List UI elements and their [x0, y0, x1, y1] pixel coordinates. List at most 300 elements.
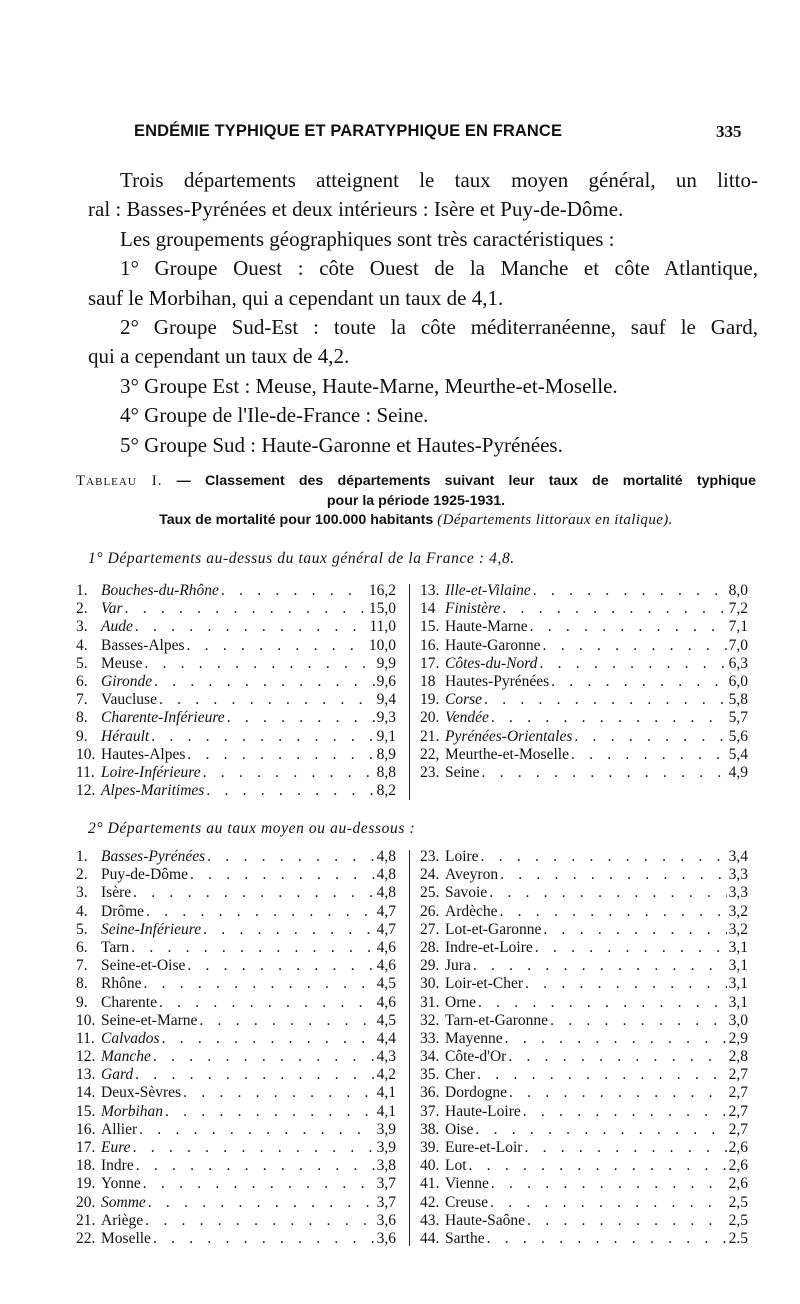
rank-number: 42.: [420, 1193, 440, 1211]
table-row: [420, 1103, 748, 1121]
table-row: [420, 1066, 748, 1084]
leader-dots: [521, 1103, 727, 1121]
rank-number: 27.: [420, 920, 440, 938]
table-section-1: [76, 582, 748, 802]
running-title: ENDÉMIE TYPHIQUE ET PARATYPHIQUE EN FRANCE: [134, 122, 563, 140]
table-2-left-column: [76, 848, 396, 1248]
table-row: [420, 994, 748, 1012]
group-3: 3° Groupe Est : Meuse, Haute-Marne, Meurthe-et-Moselle.: [120, 373, 618, 398]
department-name: Bouches-du-Rhône: [101, 582, 219, 599]
table-row: [76, 709, 396, 727]
department-name: Gard: [101, 1066, 134, 1084]
rank-number: 19.: [420, 691, 440, 709]
rank-number: 20.: [76, 1193, 96, 1211]
leader-dots: [143, 1212, 374, 1230]
department-name: Vienne: [445, 1175, 489, 1193]
mortality-rate: 11,0: [369, 618, 396, 636]
rank-number: 16.: [76, 1120, 96, 1138]
mortality-rate: 9,1: [376, 727, 396, 745]
mortality-rate: 2,5: [728, 1193, 748, 1211]
table-row: [420, 884, 748, 902]
department-name: Pyrénées-Orientales: [445, 727, 573, 745]
table-row: [76, 1157, 396, 1175]
table-row: [420, 746, 748, 764]
department-name: Deux-Sèvres: [101, 1084, 182, 1102]
table-row: [420, 1048, 748, 1066]
mortality-rate: 7,1: [728, 618, 748, 636]
department-name: Rhône: [101, 975, 142, 993]
table-row: [420, 1212, 748, 1230]
mortality-rate: 3,7: [376, 1175, 396, 1193]
leader-dots: [479, 764, 726, 782]
rank-number: 31.: [420, 993, 440, 1011]
mortality-rate: 6,0: [728, 672, 748, 690]
rank-number: 26.: [420, 902, 440, 920]
table-row: [76, 582, 396, 600]
rank-number: 21.: [420, 727, 440, 745]
leader-dots: [487, 884, 726, 902]
leader-dots: [142, 655, 374, 673]
table-row: [420, 903, 748, 921]
department-name: Loire-Inférieure: [101, 763, 201, 781]
leader-dots: [498, 866, 727, 884]
table-row: [420, 1175, 748, 1193]
department-name: Var: [101, 600, 123, 618]
mortality-rate: 2,9: [728, 1029, 748, 1047]
mortality-rate: 2,6: [728, 1139, 748, 1156]
table-row: [420, 1121, 748, 1139]
intro-paragraph-1-line-2: ral : Basses-Pyrénées et deux intérieurs : Isère et Puy-de-Dôme.: [88, 197, 624, 222]
table-row: [420, 728, 748, 746]
rank-number: 40.: [420, 1157, 440, 1175]
department-name: Corse: [445, 691, 483, 709]
table-row: [76, 728, 396, 746]
leader-dots: [129, 939, 374, 957]
mortality-rate: 8,8: [376, 763, 396, 781]
table-label: Tableau I.: [76, 473, 163, 489]
table-row: [420, 866, 748, 884]
leader-dots: [185, 957, 374, 975]
mortality-rate: 8,2: [376, 782, 396, 800]
leader-dots: [467, 1157, 727, 1175]
leader-dots: [160, 1030, 375, 1048]
caption-note: (Départements littoraux en italique).: [437, 512, 673, 528]
mortality-rate: 3,1: [728, 975, 748, 993]
department-name: Yonne: [101, 1175, 141, 1193]
department-name: Moselle: [101, 1229, 151, 1247]
rank-number: 11.: [76, 1029, 95, 1047]
table-row: [420, 1012, 748, 1030]
section-1-heading: 1° Départements au-dessus du taux général de la France : 4,8.: [88, 550, 515, 567]
department-name: Allier: [101, 1120, 138, 1138]
mortality-rate: 3,3: [728, 884, 748, 902]
rank-number: 14.: [76, 1084, 96, 1102]
leader-dots: [152, 673, 375, 691]
leader-dots: [471, 957, 727, 975]
department-name: Oise: [445, 1120, 474, 1138]
table-row: [76, 655, 396, 673]
mortality-rate: 16,2: [368, 582, 396, 599]
rank-number: 38.: [420, 1120, 440, 1138]
rank-number: 24.: [420, 866, 440, 884]
group-5: 5° Groupe Sud : Haute-Garonne et Hautes-Pyrénées.: [120, 432, 563, 457]
mortality-rate: 2,7: [728, 1102, 748, 1120]
intro-paragraph-2: Les groupements géographiques sont très caractéristiques :: [120, 226, 615, 251]
department-name: Seine-et-Marne: [101, 1011, 198, 1029]
table-row: [76, 1030, 396, 1048]
table-row: [76, 957, 396, 975]
table-row: [76, 1012, 396, 1030]
page-number: 335: [716, 122, 742, 141]
department-name: Hautes-Pyrénées: [445, 672, 550, 690]
table-row: [76, 848, 396, 866]
mortality-rate: 2,6: [728, 1157, 748, 1175]
department-name: Seine-et-Oise: [101, 957, 186, 975]
leader-dots: [498, 903, 727, 921]
table-row: [76, 884, 396, 902]
rank-number: 16.: [420, 636, 440, 654]
department-name: Drôme: [101, 902, 145, 920]
table-row: [76, 921, 396, 939]
mortality-rate: 4,5: [376, 975, 396, 993]
leader-dots: [188, 866, 375, 884]
mortality-rate: 2,7: [728, 1066, 748, 1084]
rank-number: 34.: [420, 1048, 440, 1066]
table-row: [76, 1048, 396, 1066]
department-name: Eure-et-Loir: [445, 1139, 523, 1156]
department-name: Indre: [101, 1157, 134, 1175]
department-name: Aude: [101, 618, 133, 636]
table-row: [76, 866, 396, 884]
mortality-rate: 2,7: [728, 1084, 748, 1102]
leader-dots: [537, 655, 726, 673]
table-row: [76, 637, 396, 655]
mortality-rate: 4,1: [376, 1084, 396, 1102]
intro-paragraph-1-line-1: Trois départements atteignent le taux moyen général, un litto-: [120, 168, 758, 192]
mortality-rate: 4,3: [376, 1048, 396, 1066]
leader-dots: [146, 1194, 375, 1212]
mortality-rate: 3,2: [728, 920, 748, 938]
group-1-line-1: 1° Groupe Ouest : côte Ouest de la Manche et côte Atlantique,: [120, 256, 758, 281]
leader-dots: [201, 764, 375, 782]
rank-number: 12.: [76, 1048, 96, 1066]
rank-number: 13.: [76, 1066, 96, 1084]
leader-dots: [485, 1230, 727, 1248]
rank-number: 13.: [420, 582, 440, 599]
rank-number: 32.: [420, 1011, 440, 1029]
department-name: Haute-Garonne: [445, 636, 541, 654]
department-name: Haute-Loire: [445, 1102, 521, 1120]
department-name: Charente-Inférieure: [101, 709, 225, 727]
rank-number: 35.: [420, 1066, 440, 1084]
rank-number: 2.: [76, 866, 88, 884]
leader-dots: [133, 1066, 374, 1084]
mortality-rate: 3,8: [376, 1157, 396, 1175]
caption-line-1: [76, 472, 756, 492]
rank-number: 4.: [76, 636, 88, 654]
rank-number: 7.: [76, 691, 88, 709]
rank-number: 18.: [76, 1157, 96, 1175]
rank-number: 15.: [76, 1102, 96, 1120]
mortality-rate: 5,7: [728, 709, 748, 727]
mortality-rate: 4,8: [376, 884, 396, 902]
rank-number: 23.: [420, 848, 440, 865]
leader-dots: [225, 709, 375, 727]
rank-number: 25.: [420, 884, 440, 902]
table-row: [76, 1212, 396, 1230]
leader-dots: [476, 994, 727, 1012]
mortality-rate: 3,1: [728, 957, 748, 975]
table-row: [420, 848, 748, 866]
rank-number: 3.: [76, 618, 88, 636]
leader-dots: [541, 921, 726, 939]
table-row: [420, 1030, 748, 1048]
section-2-heading: 2° Départements au taux moyen ou au-dessous :: [88, 820, 416, 837]
mortality-rate: 2,5: [728, 1211, 748, 1229]
department-name: Tarn: [101, 938, 130, 956]
leader-dots: [131, 884, 375, 902]
rank-number: 8.: [76, 975, 88, 993]
table-row: [76, 691, 396, 709]
table-row: [76, 1084, 396, 1102]
department-name: Indre-et-Loire: [445, 938, 533, 956]
department-name: Sarthe: [445, 1229, 485, 1247]
rank-number: 17.: [420, 654, 440, 672]
mortality-rate: 5,8: [728, 691, 748, 709]
rank-number: 28.: [420, 938, 440, 956]
department-name: Jura: [445, 957, 471, 975]
leader-dots: [219, 582, 367, 600]
mortality-rate: 3,0: [728, 1011, 748, 1029]
leader-dots: [533, 939, 727, 957]
mortality-rate: 4,4: [376, 1029, 396, 1047]
department-name: Hautes-Alpes: [101, 745, 186, 763]
rank-number: 14: [420, 600, 436, 618]
caption-line-3: [76, 511, 756, 531]
leader-dots: [548, 1012, 727, 1030]
table-2-right-column: [420, 848, 748, 1248]
group-2-line-1: 2° Groupe Sud-Est : toute la côte méditerranéenne, sauf le Gard,: [120, 315, 758, 340]
table-row: [420, 939, 748, 957]
table-row: [420, 1194, 748, 1212]
table-row: [76, 1175, 396, 1193]
rank-number: 22.: [76, 1229, 96, 1247]
department-name: Ille-et-Vilaine: [445, 582, 531, 599]
department-name: Vendée: [445, 709, 489, 727]
department-name: Lot-et-Garonne: [445, 920, 542, 938]
mortality-rate: 3,2: [728, 902, 748, 920]
leader-dots: [503, 1030, 727, 1048]
rank-number: 43.: [420, 1211, 440, 1229]
rank-number: 22,: [420, 745, 440, 763]
mortality-rate: 8,0: [728, 582, 748, 599]
table-row: [76, 1194, 396, 1212]
mortality-rate: 2,6: [728, 1175, 748, 1193]
department-name: Creuse: [445, 1193, 489, 1211]
group-4: 4° Groupe de l'Ile-de-France : Seine.: [120, 403, 429, 428]
table-row: [420, 600, 748, 618]
mortality-rate: 3,3: [728, 866, 748, 884]
mortality-rate: 4,8: [376, 866, 396, 884]
mortality-rate: 4,6: [376, 993, 396, 1011]
mortality-rate: 7,0: [728, 636, 748, 654]
leader-dots: [525, 1212, 727, 1230]
leader-dots: [141, 1175, 375, 1193]
mortality-rate: 3,9: [376, 1120, 396, 1138]
mortality-rate: 4,1: [376, 1102, 396, 1120]
rank-number: 6.: [76, 938, 88, 956]
table-row: [76, 994, 396, 1012]
department-name: Ariège: [101, 1211, 144, 1229]
rank-number: 11.: [76, 763, 95, 781]
table-row: [420, 655, 748, 673]
leader-dots: [549, 673, 726, 691]
rank-number: 5.: [76, 920, 88, 938]
mortality-rate: 6,3: [728, 654, 748, 672]
department-name: Somme: [101, 1193, 146, 1211]
mortality-rate: 3,6: [376, 1229, 396, 1247]
mortality-rate: 2,7: [728, 1120, 748, 1138]
department-name: Mayenne: [445, 1029, 503, 1047]
department-name: Ardèche: [445, 902, 498, 920]
department-name: Basses-Pyrénées: [101, 848, 206, 865]
mortality-rate: 9,3: [376, 709, 396, 727]
rank-number: 7.: [76, 957, 88, 975]
department-name: Loire: [445, 848, 479, 865]
department-name: Charente: [101, 993, 157, 1011]
department-name: Puy-de-Dôme: [101, 866, 188, 884]
mortality-rate: 5,4: [728, 745, 748, 763]
table-row: [76, 1103, 396, 1121]
rank-number: 41.: [420, 1175, 440, 1193]
intro-text: [88, 166, 758, 460]
table-row: [420, 709, 748, 727]
table-row: [76, 618, 396, 636]
table-row: [420, 582, 748, 600]
leader-dots: [506, 1048, 726, 1066]
leader-dots: [133, 618, 368, 636]
table-row: [76, 764, 396, 782]
mortality-rate: 3,1: [728, 993, 748, 1011]
table-row: [76, 903, 396, 921]
leader-dots: [500, 600, 726, 618]
rank-number: 8.: [76, 709, 88, 727]
department-name: Meurthe-et-Moselle: [445, 745, 569, 763]
leader-dots: [479, 848, 727, 866]
rank-number: 20.: [420, 709, 440, 727]
rank-number: 6.: [76, 672, 88, 690]
leader-dots: [151, 1048, 375, 1066]
rank-number: 9.: [76, 993, 88, 1011]
table-row: [420, 637, 748, 655]
table-row: [76, 1230, 396, 1248]
rank-number: 36.: [420, 1084, 440, 1102]
rank-number: 2.: [76, 600, 88, 618]
department-name: Côte-d'Or: [445, 1048, 507, 1066]
leader-dots: [134, 1157, 375, 1175]
leader-dots: [144, 903, 375, 921]
table-section-2: [76, 848, 748, 1252]
rank-number: 44.: [420, 1229, 440, 1247]
department-name: Aveyron: [445, 866, 499, 884]
mortality-rate: 4,6: [376, 957, 396, 975]
rank-number: 33.: [420, 1029, 440, 1047]
department-name: Hérault: [101, 727, 150, 745]
department-name: Côtes-du-Nord: [445, 654, 538, 672]
mortality-rate: 3,4: [728, 848, 748, 865]
mortality-rate: 8,9: [376, 745, 396, 763]
leader-dots: [149, 728, 374, 746]
caption-rate-unit: Taux de mortalité pour 100.000 habitants: [159, 512, 434, 528]
leader-dots: [507, 1084, 727, 1102]
department-name: Meuse: [101, 654, 143, 672]
table-row: [420, 764, 748, 782]
leader-dots: [185, 746, 374, 764]
rank-number: 15.: [420, 618, 440, 636]
mortality-rate: 4,5: [376, 1011, 396, 1029]
table-row: [76, 975, 396, 993]
rank-number: 37.: [420, 1102, 440, 1120]
department-name: Dordogne: [445, 1084, 507, 1102]
rank-number: 17.: [76, 1139, 96, 1156]
leader-dots: [489, 1175, 727, 1193]
mortality-rate: 9,9: [376, 654, 396, 672]
leader-dots: [482, 691, 727, 709]
leader-dots: [163, 1103, 375, 1121]
group-2-line-2: qui a cependant un taux de 4,2.: [88, 344, 350, 369]
table-1-left-column: [76, 582, 396, 800]
leader-dots: [531, 582, 727, 600]
table-row: [76, 1066, 396, 1084]
mortality-rate: 3,1: [728, 938, 748, 956]
department-name: Finistère: [445, 600, 501, 618]
department-name: Haute-Marne: [445, 618, 528, 636]
leader-dots: [488, 1194, 727, 1212]
department-name: Savoie: [445, 884, 488, 902]
leader-dots: [204, 782, 374, 800]
mortality-rate: 3,7: [376, 1193, 396, 1211]
mortality-rate: 2.5: [728, 1229, 748, 1247]
rank-number: 9.: [76, 727, 88, 745]
mortality-rate: 5,6: [728, 727, 748, 745]
leader-dots: [131, 1139, 375, 1157]
leader-dots: [528, 618, 727, 636]
department-name: Haute-Saône: [445, 1211, 526, 1229]
table-row: [420, 691, 748, 709]
leader-dots: [523, 975, 727, 993]
leader-dots: [572, 728, 726, 746]
department-name: Lot: [445, 1157, 467, 1175]
rank-number: 23.: [420, 763, 440, 781]
caption-title: — Classement des départements suivant leur taux de mortalité typhique: [176, 473, 756, 489]
table-row: [420, 921, 748, 939]
rank-number: 1.: [76, 848, 88, 865]
table-caption: [76, 472, 756, 531]
rank-number: 10.: [76, 1011, 96, 1029]
leader-dots: [157, 994, 375, 1012]
group-1-line-2: sauf le Morbihan, qui a cependant un taux de 4,1.: [88, 285, 504, 310]
leader-dots: [151, 1230, 375, 1248]
department-name: Gironde: [101, 672, 153, 690]
department-name: Calvados: [101, 1029, 160, 1047]
leader-dots: [201, 921, 374, 939]
table-row: [420, 673, 748, 691]
table-row: [420, 1157, 748, 1175]
table-row: [420, 1230, 748, 1248]
department-name: Isère: [101, 884, 132, 902]
column-divider: [409, 850, 410, 1246]
leader-dots: [205, 848, 374, 866]
